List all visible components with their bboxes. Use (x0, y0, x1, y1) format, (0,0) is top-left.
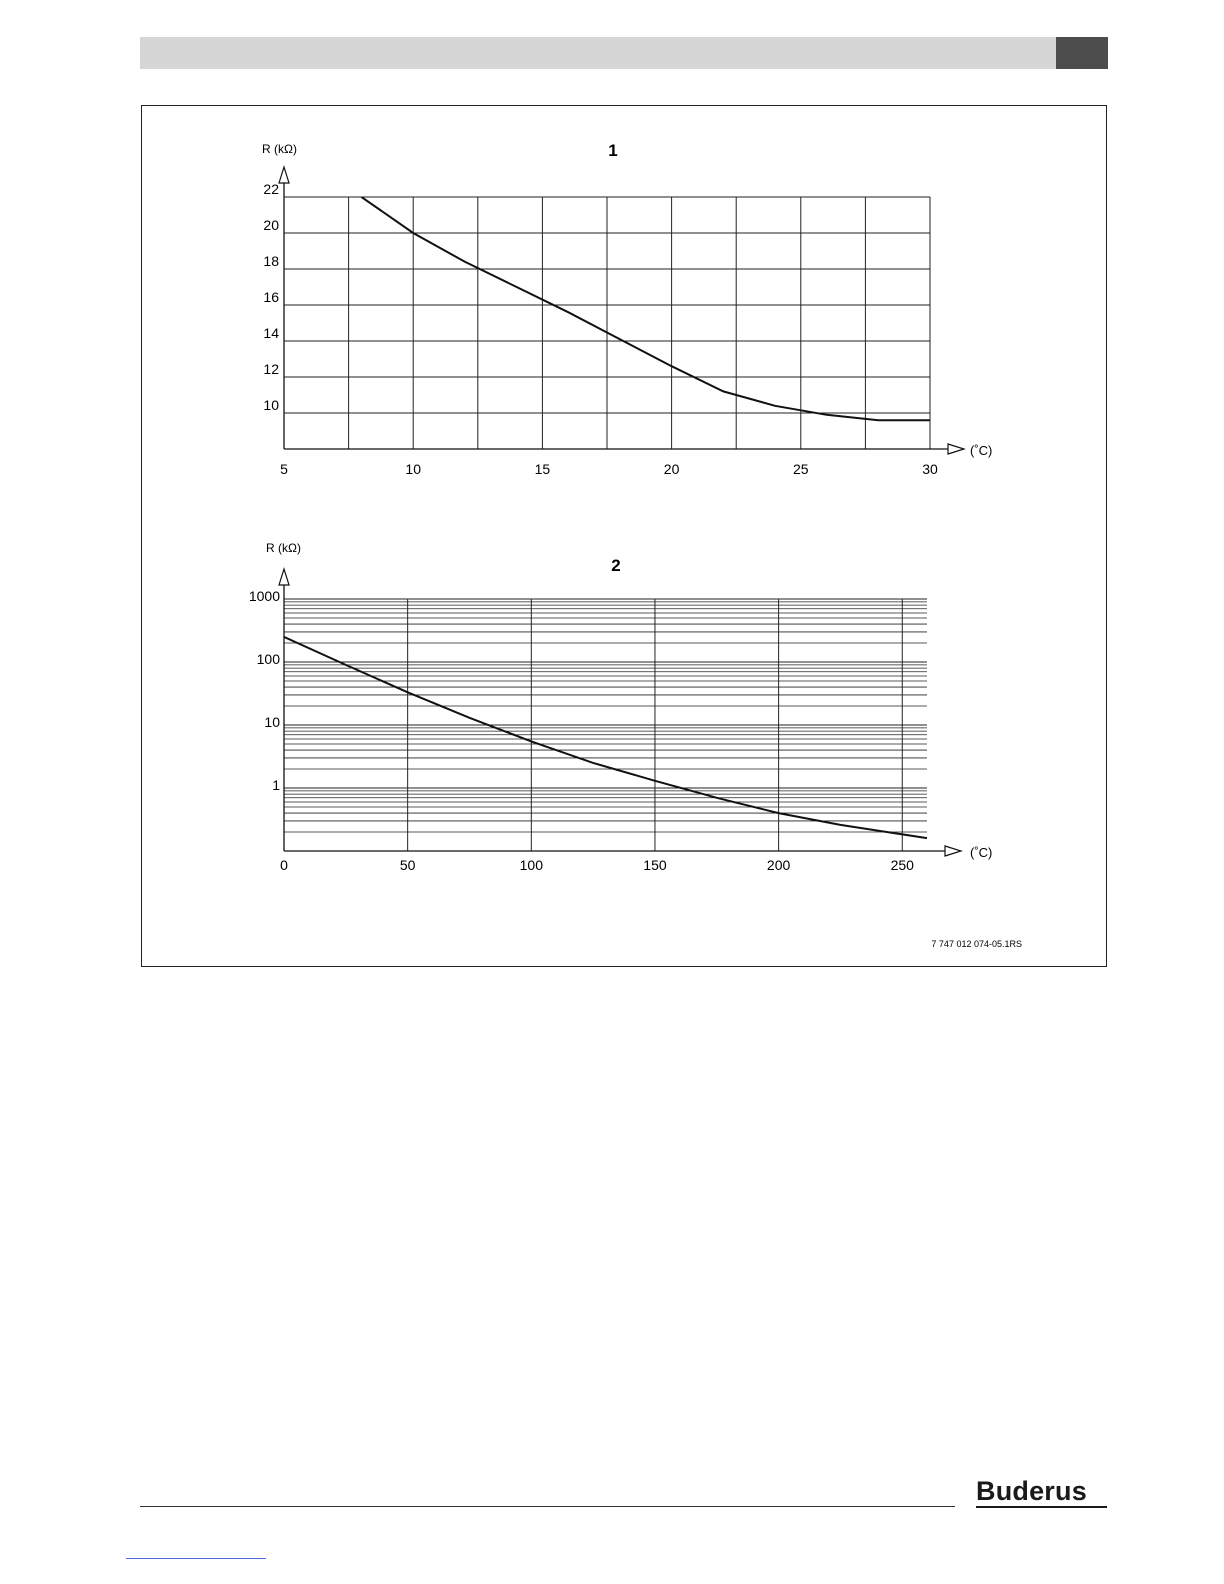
chart-2-ytick-label: 10 (264, 714, 280, 730)
chart-2-ytick-label: 1000 (248, 588, 280, 604)
chart-1-ytick-label: 22 (263, 181, 279, 197)
buderus-logo-underline (976, 1506, 1107, 1508)
chart-2-xtick-label: 50 (399, 857, 416, 873)
footer-rule (140, 1506, 955, 1507)
chart-2-xtick-label: 250 (890, 857, 914, 873)
chart-1-grid (284, 197, 930, 449)
buderus-logo: Buderus (976, 1476, 1087, 1506)
chart-1-ytick-label: 18 (263, 253, 279, 269)
chart-2-grid (284, 599, 927, 851)
chart-1-xtick-label: 20 (663, 461, 680, 477)
chart-1-y-arrow (279, 167, 289, 183)
chart-1-x-arrow (948, 444, 964, 454)
chart-1-ytick-label: 10 (263, 397, 279, 413)
chart-1-xlabel: (˚C) (970, 443, 993, 458)
chart-1-xtick-label: 25 (793, 461, 809, 477)
chart-2-x-arrow (945, 846, 961, 856)
chart-2-ylabel: R (kΩ) (266, 541, 301, 555)
chart-2-series-line (284, 637, 927, 838)
chart-2-ytick-label: 1 (272, 777, 280, 793)
chart-1-ylabel: R (kΩ) (262, 142, 297, 156)
bottom-link-underline[interactable] (126, 1558, 266, 1559)
chart-1-ytick-label: 20 (263, 217, 279, 233)
chart-2-ytick-label: 100 (256, 651, 280, 667)
chart-1 (262, 141, 992, 477)
chart-2 (249, 541, 993, 873)
chart-2-ticks (249, 588, 914, 873)
chart-1-xtick-label: 10 (405, 461, 421, 477)
chart-1-ytick-label: 14 (263, 325, 279, 341)
chart-1-xtick-label: 5 (280, 461, 288, 477)
chart-2-xtick-label: 0 (280, 857, 288, 873)
chart-1-xtick-label: 15 (534, 461, 551, 477)
chart-2-xtick-label: 100 (519, 857, 543, 873)
chart-2-xtick-label: 150 (643, 857, 667, 873)
chart-2-xtick-label: 200 (766, 857, 791, 873)
chart-1-xtick-label: 30 (922, 461, 938, 477)
chart-1-ytick-label: 12 (263, 361, 279, 377)
chart-1-title: 1 (608, 141, 618, 160)
chart-1-ytick-label: 16 (263, 289, 279, 305)
chart-2-y-arrow (279, 569, 289, 585)
chart-2-title: 2 (611, 556, 621, 575)
chart-1-series-line (362, 197, 931, 420)
figure-code: 7 747 012 074-05.1RS (931, 939, 1022, 949)
chart-2-xlabel: (˚C) (970, 845, 993, 860)
